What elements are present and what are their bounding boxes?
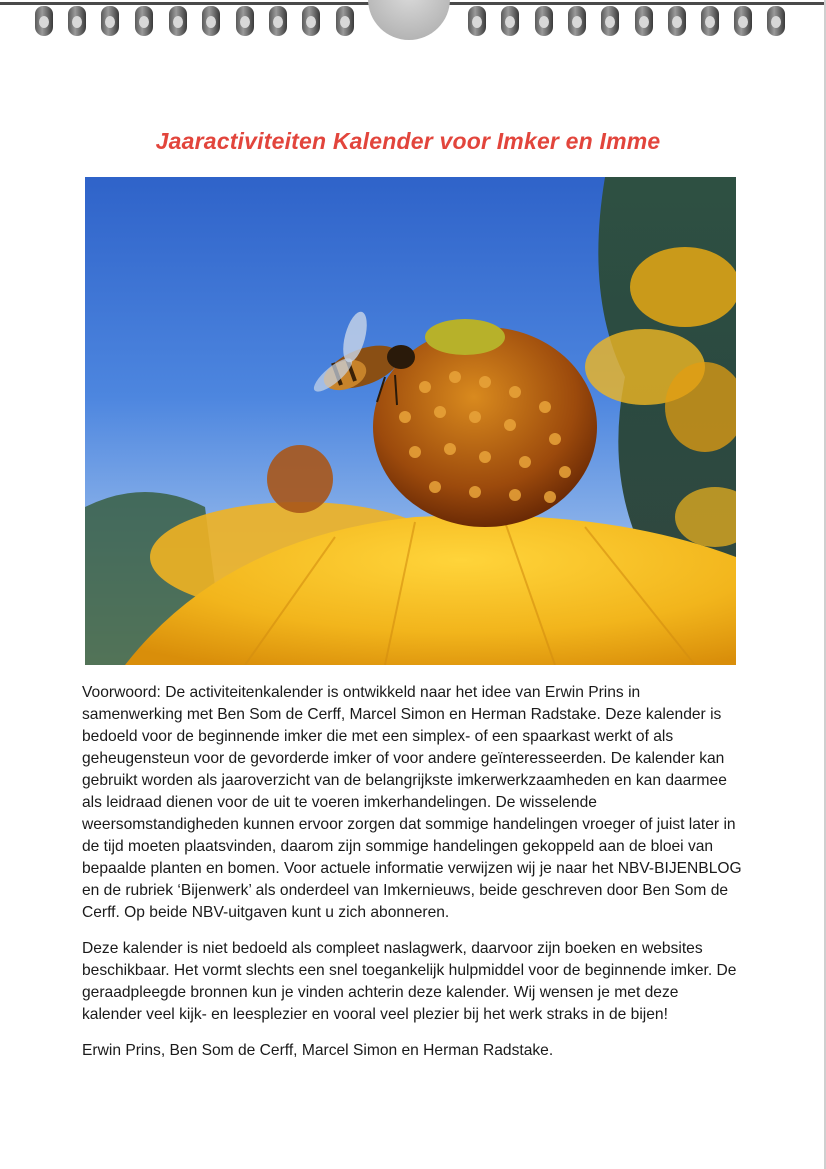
authors-line: Erwin Prins, Ben Som de Cerff, Marcel Simon en Herman Radstake. <box>82 1042 554 1059</box>
blurred-flower <box>630 247 736 327</box>
page-title: Jaaractiviteiten Kalender voor Imker en Imme <box>155 128 661 154</box>
binding-ring <box>701 6 719 36</box>
binding-ring <box>601 6 619 36</box>
binding-ring <box>269 6 287 36</box>
binding-ring <box>202 6 220 36</box>
binding-ring <box>734 6 752 36</box>
binding-ring <box>535 6 553 36</box>
bee-flower-photo <box>85 177 736 665</box>
binding-ring <box>501 6 519 36</box>
photo-illustration <box>85 177 736 665</box>
binding-ring <box>68 6 86 36</box>
binding-ring <box>468 6 486 36</box>
calendar-binding <box>0 0 826 44</box>
binding-ring <box>668 6 686 36</box>
binding-ring <box>767 6 785 36</box>
binding-ring <box>568 6 586 36</box>
binding-ring <box>169 6 187 36</box>
binding-ring <box>135 6 153 36</box>
binding-ring <box>101 6 119 36</box>
binding-ring <box>635 6 653 36</box>
calendar-hanger <box>368 0 450 40</box>
binding-ring <box>236 6 254 36</box>
foreword-text <box>82 682 742 1076</box>
cone-top <box>425 319 505 355</box>
foreword-paragraph: Voorwoord: De activiteitenkalender is ontwikkeld naar het idee van Erwin Prins in samenwerking met Ben Som de Cerff, Marcel Simon en Herman Radstake. Deze kalender is bedoeld voor de beginnende imker die met een simplex- of een spaarkast werkt of als geheugensteun voor de gevorderde imker of voor andere geïnteresseerden. De kalender kan gebruikt worden als jaaroverzicht van de belangrijkste imkerwerkzaamheden en kan daarmee als leidraad dienen voor de uit te voeren imkerhandelingen. De wisselende weersomstandigheden kunnen ervoor zorgen dat sommige handelingen vroeger of juist later in de tijd moeten plaatsvinden, daarom zijn sommige handelingen gekoppeld aan de bloei van bepaalde planten en bomen. Voor actuele informatie verwijzen wij je naar het NBV-BIJENBLOG en de rubriek ‘Bijenwerk’ als onderdeel van Imkernieuws, beide geschreven door Ben Som de Cerff. Op beide NBV-uitgaven kunt u zich abonneren. <box>82 684 742 921</box>
binding-ring <box>302 6 320 36</box>
disclaimer-paragraph: Deze kalender is niet bedoeld als compleet naslagwerk, daarvoor zijn boeken en websites beschikbaar. Het vormt slechts een snel toegankelijk hulpmiddel voor de beginnende imker. De geraadpleegde bronnen kun je vinden achterin deze kalender. Wij wensen je met deze kalender veel kijk- en leesplezier en vooral veel plezier bij het werk straks in de bijen! <box>82 940 737 1023</box>
background-flower-cone <box>267 445 333 513</box>
binding-ring <box>35 6 53 36</box>
binding-ring <box>336 6 354 36</box>
